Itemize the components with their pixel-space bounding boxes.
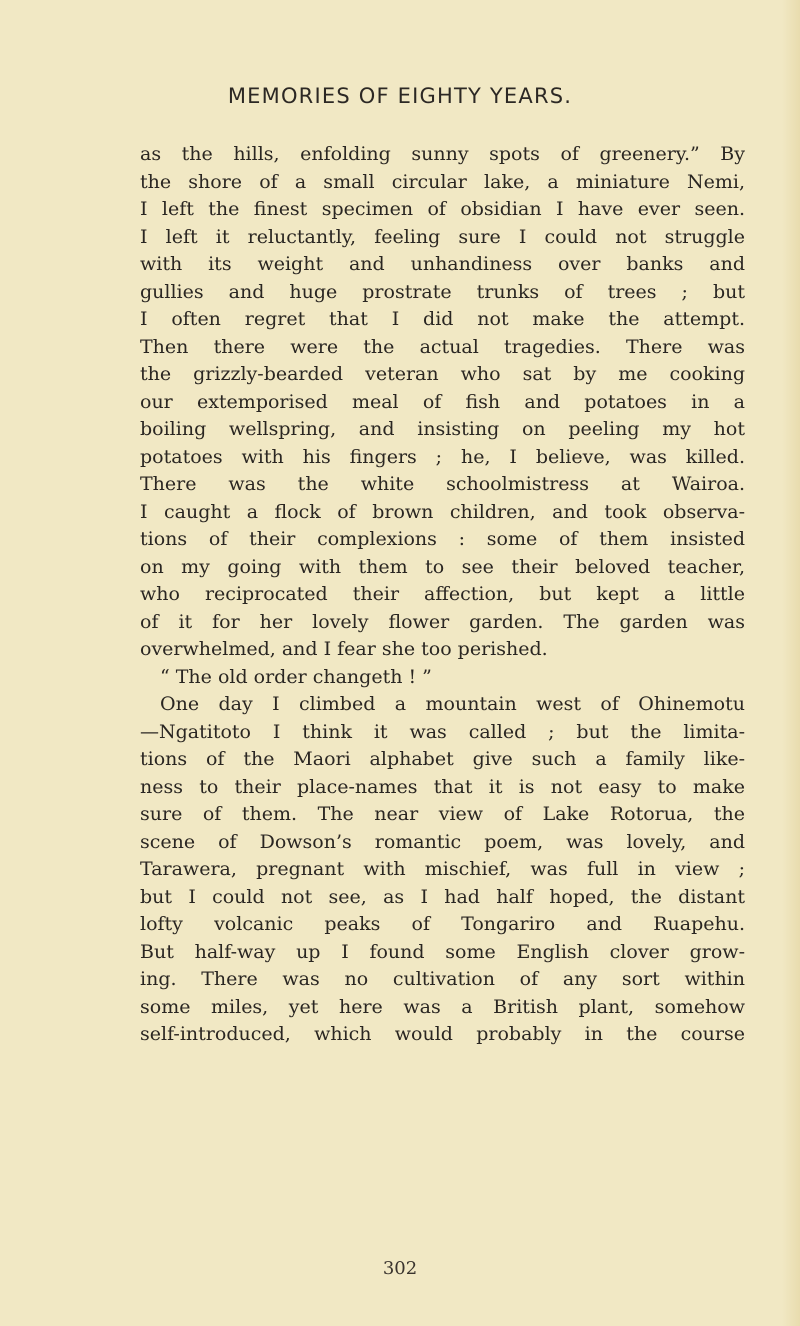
text-line: on my going with them to see their beloved teacher, (140, 555, 745, 578)
text-line: I left it reluctantly, feeling sure I could not struggle (140, 225, 745, 248)
text-line: some miles, yet here was a British plant, somehow (140, 995, 745, 1018)
text-line: overwhelmed, and I fear she too perished. (140, 638, 548, 660)
text-line: but I could not see, as I had half hoped, the distant (140, 885, 745, 908)
text-line: self-introduced, which would probably in the course (140, 1023, 745, 1045)
text-line: of it for her lovely flower garden. The garden was (140, 610, 745, 633)
text-line: “ The old order changeth ! ” (160, 665, 432, 688)
text-line: the grizzly-bearded veteran who sat by me cooking (140, 363, 745, 385)
page-number: 302 (382, 1258, 418, 1279)
page-edge-shadow (782, 0, 800, 1326)
text-line: lofty volcanic peaks of Tongariro and Ruapehu. (140, 913, 745, 935)
text-line: tions of the Maori alphabet give such a family like- (140, 748, 745, 770)
text-line: with its weight and unhandiness over banks and (140, 253, 745, 275)
text-line: ing. There was no cultivation of any sort within (140, 968, 745, 990)
text-line: Then there were the actual tragedies. There was (140, 335, 745, 358)
text-line: I often regret that I did not make the attempt. (140, 308, 745, 330)
text-line: But half-way up I found some English clover grow- (140, 940, 745, 963)
text-line: our extemporised meal of fish and potatoes in a (140, 390, 745, 413)
text-line: potatoes with his fingers ; he, I believe, was killed. (140, 445, 745, 468)
text-line: scene of Dowson’s romantic poem, was lovely, and (140, 830, 745, 853)
text-line: ness to their place-names that it is not easy to make (140, 775, 745, 798)
text-line: I left the finest specimen of obsidian I have ever seen. (140, 198, 745, 220)
text-line: tions of their complexions : some of them insisted (140, 528, 745, 550)
text-line: boiling wellspring, and insisting on peeling my hot (140, 418, 745, 440)
text-line: gullies and huge prostrate trunks of trees ; but (140, 280, 745, 303)
text-line: —Ngatitoto I think it was called ; but the limita- (140, 720, 745, 743)
text-line: who reciprocated their affection, but kept a little (140, 583, 745, 605)
text-line: I caught a flock of brown children, and took observa- (140, 500, 745, 523)
running-head: MEMORIES OF EIGHTY YEARS. (227, 84, 573, 108)
body-text (140, 141, 745, 1049)
text-line: sure of them. The near view of Lake Rotorua, the (140, 803, 745, 825)
text-line: One day I climbed a mountain west of Ohinemotu (160, 693, 745, 715)
text-line: as the hills, enfolding sunny spots of greenery.” By (140, 143, 745, 165)
text-line: the shore of a small circular lake, a miniature Nemi, (140, 170, 745, 193)
text-line: Tarawera, pregnant with mischief, was full in view ; (140, 858, 745, 880)
text-line: There was the white schoolmistress at Wairoa. (140, 473, 745, 495)
